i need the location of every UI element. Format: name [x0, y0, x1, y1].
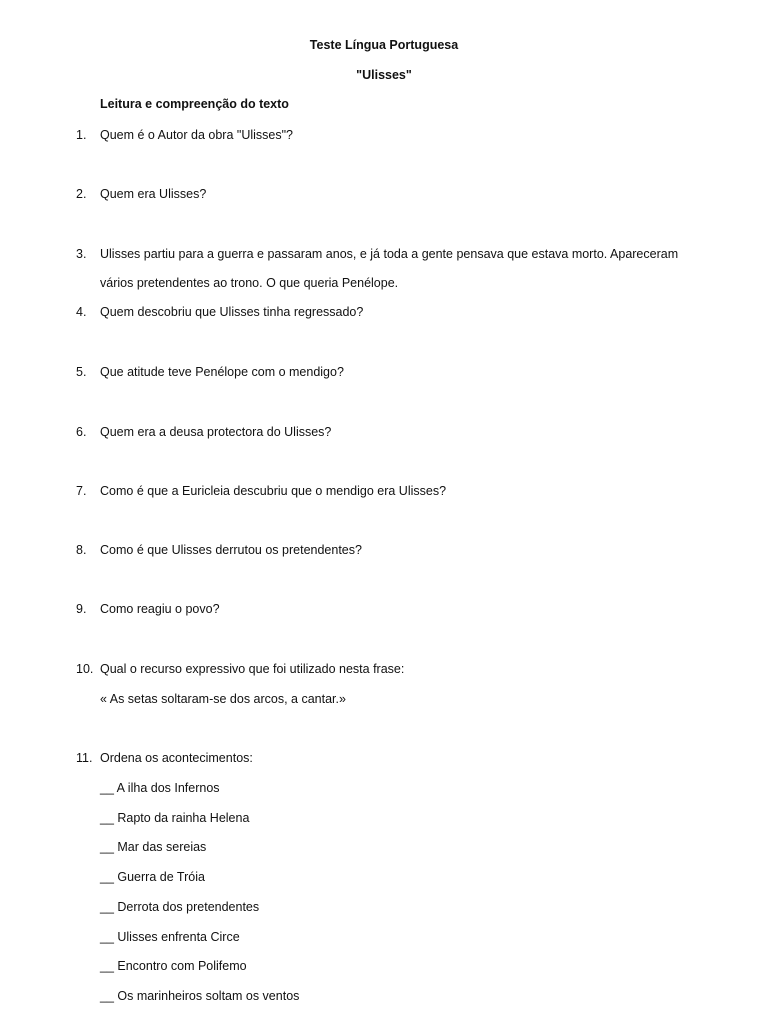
question-number: 6. [76, 425, 87, 439]
question-text: Como é que a Euricleia descubriu que o mendigo era Ulisses? [100, 484, 447, 498]
ordering-item: __ Mar das sereias [100, 840, 207, 854]
document-title: Teste Língua Portuguesa [309, 38, 459, 52]
question-number: 4. [76, 305, 87, 319]
question-number: 7. [76, 484, 87, 498]
question-text-continuation: vários pretendentes ao trono. O que queria Penélope. [100, 276, 399, 290]
question-text: Que atitude teve Penélope com o mendigo? [100, 365, 344, 379]
ordering-item: __ A ilha dos Infernos [100, 781, 220, 795]
ordering-item: __ Ulisses enfrenta Circe [100, 930, 240, 944]
question-number: 8. [76, 543, 87, 557]
question-number: 9. [76, 602, 87, 616]
question-text: Ulisses partiu para a guerra e passaram anos, e já toda a gente pensava que estava morto. Apareceram [100, 247, 679, 261]
question-number: 2. [76, 187, 87, 201]
ordering-item: __ Os marinheiros soltam os ventos [100, 989, 300, 1003]
question-text: Qual o recurso expressivo que foi utilizado nesta frase: [100, 662, 405, 676]
question-text: Quem é o Autor da obra "Ulisses"? [100, 128, 293, 142]
document-subtitle: "Ulisses" [356, 68, 412, 82]
question-text: Como reagiu o povo? [100, 602, 220, 616]
question-text: Ordena os acontecimentos: [100, 751, 253, 765]
question-text: Quem era Ulisses? [100, 187, 207, 201]
ordering-item: __ Rapto da rainha Helena [100, 811, 250, 825]
question-text: Quem era a deusa protectora do Ulisses? [100, 425, 332, 439]
question-number: 1. [76, 128, 87, 142]
ordering-item: __ Encontro com Polifemo [100, 959, 247, 973]
quoted-sentence: « As setas soltaram-se dos arcos, a cantar.» [100, 692, 346, 706]
question-text: Como é que Ulisses derrutou os pretendentes? [100, 543, 362, 557]
question-number: 11. [76, 751, 93, 765]
question-text: Quem descobriu que Ulisses tinha regressado? [100, 305, 364, 319]
section-heading: Leitura e compreenção do texto [100, 97, 289, 111]
question-number: 5. [76, 365, 87, 379]
question-number: 10. [76, 662, 94, 676]
ordering-item: __ Guerra de Tróia [100, 870, 205, 884]
ordering-item: __ Derrota dos pretendentes [100, 900, 260, 914]
question-number: 3. [76, 247, 87, 261]
